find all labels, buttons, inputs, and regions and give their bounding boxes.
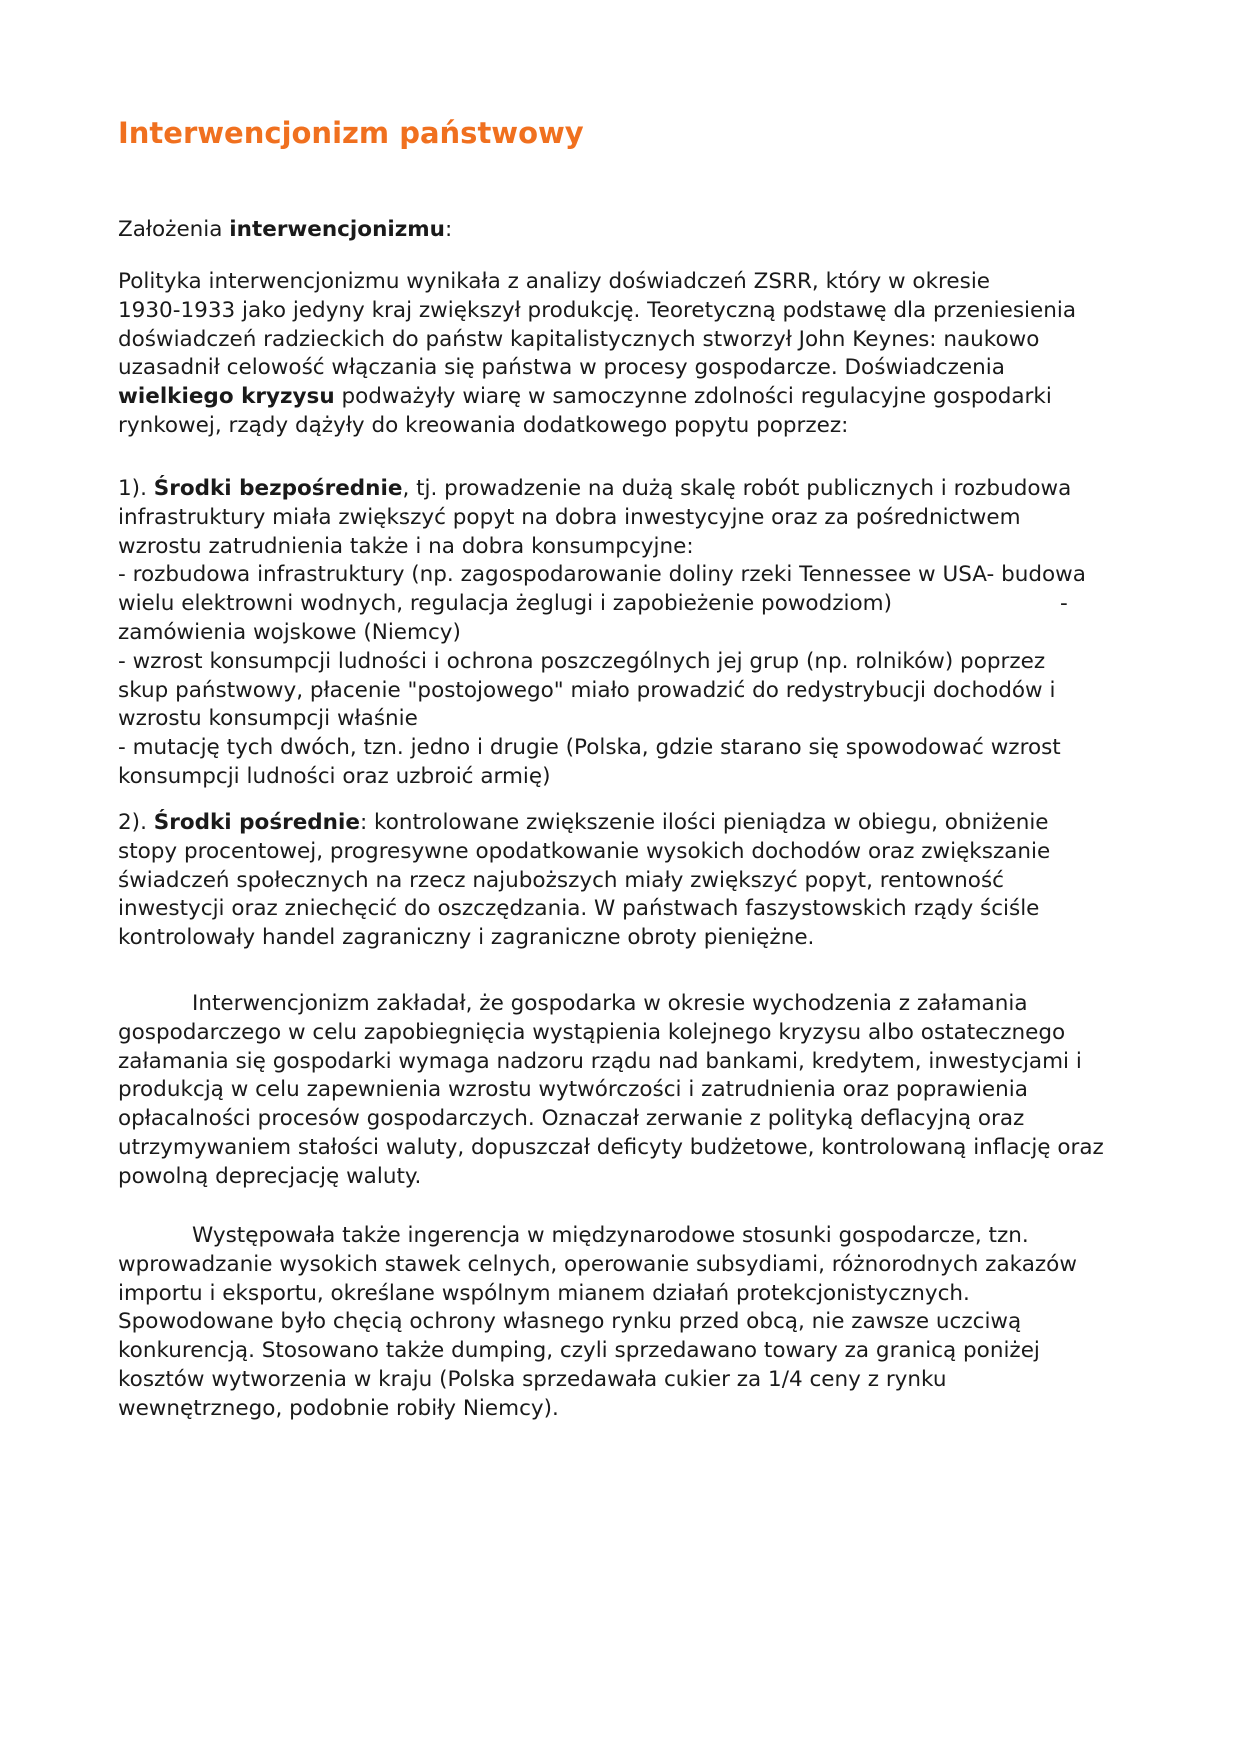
- intro-heading-bold: interwencjonizmu: [229, 217, 445, 242]
- text-line: Interwencjonizm zakładał, że gospodarka w okresie wychodzenia z załamania: [192, 991, 1028, 1016]
- text-line: opłacalności procesów gospodarczych. Oznaczał zerwanie z polityką deflacyjną oraz: [118, 1106, 1025, 1132]
- text-line: wzrostu konsumpcji właśnie: [118, 706, 418, 732]
- text-line: kontrolowały handel zagraniczny i zagraniczne obroty pieniężne.: [118, 925, 815, 951]
- text-line: zamówienia wojskowe (Niemcy): [118, 619, 461, 645]
- text-line: skup państwowy, płacenie "postojowego" miało prowadzić do redystrybucji dochodów i: [118, 677, 1056, 703]
- text-line: inwestycji oraz zniechęcić do oszczędzania. W państwach faszystowskich rządy ściśle: [118, 896, 1040, 922]
- text-run: podważyły wiarę w samoczynne zdolności regulacyjne gospodarki: [334, 384, 1052, 410]
- text-line: gospodarczego w celu zapobiegnięcia wystąpienia kolejnego kryzysu albo ostatecznego: [118, 1019, 1066, 1045]
- text-line: infrastruktury miała zwiększyć popyt na dobra inwestycyjne oraz za pośrednictwem: [118, 504, 1021, 530]
- text-line: [118, 809, 1128, 838]
- text-line: świadczeń społecznych na rzecz najuboższych miały zwiększyć popyt, rentowność: [118, 867, 1004, 893]
- text-line: [118, 590, 1128, 619]
- intro-heading-suffix: :: [444, 217, 453, 242]
- text-line: wzrostu zatrudnienia także i na dobra konsumpcyjne:: [118, 533, 694, 559]
- list-number: 2).: [118, 810, 154, 835]
- text-line: załamania się gospodarki wymaga nadzoru rządu nad bankami, kredytem, inwestycjami i: [118, 1048, 1082, 1074]
- text-line: kosztów wytworzenia w kraju (Polska sprzedawała cukier za 1/4 ceny z rynku: [118, 1366, 947, 1392]
- text-line: importu i eksportu, określane wspólnym mianem działań protekcjonistycznych.: [118, 1280, 970, 1306]
- paragraph-assumptions: [118, 990, 1128, 1192]
- text-line: stopy procentowej, progresywne opodatkowanie wysokich dochodów oraz zwiększanie: [118, 838, 1051, 864]
- intro-heading-line: [118, 216, 1128, 245]
- section-direct-measures: [118, 475, 1128, 792]
- paragraph-protectionism: [118, 1222, 1128, 1424]
- bold-term: Środki bezpośrednie: [153, 476, 403, 501]
- dash-marker: -: [1060, 591, 1068, 617]
- text-line: uzasadnił celowość włączania się państwa w procesy gospodarcze. Doświadczenia: [118, 355, 1005, 381]
- text-run: : kontrolowane zwiększenie ilości pieniądza w obiegu, obniżenie: [359, 810, 1049, 835]
- text-line: doświadczeń radzieckich do państw kapitalistycznych stworzył John Keynes: naukowo: [118, 326, 1040, 352]
- text-line: [118, 383, 1128, 412]
- text-line: konsumpcji ludności oraz uzbroić armię): [118, 763, 551, 789]
- document-title: Interwencjonizm państwowy: [118, 116, 584, 150]
- text-line: - wzrost konsumpcji ludności i ochrona poszczególnych jej grup (np. rolników) poprzez: [118, 648, 1046, 674]
- section-indirect-measures: [118, 809, 1128, 953]
- text-line: Polityka interwencjonizmu wynikała z analizy doświadczeń ZSRR, który w okresie: [118, 269, 991, 294]
- text-line: produkcją w celu zapewnienia wzrostu wytwórczości i zatrudnienia oraz poprawienia: [118, 1077, 1028, 1103]
- text-line: powolną deprecjację waluty.: [118, 1163, 422, 1189]
- text-run: , tj. prowadzenie na dużą skalę robót publicznych i rozbudowa: [402, 476, 1072, 501]
- intro-heading: [118, 216, 1128, 245]
- list-number: 1).: [118, 476, 154, 501]
- text-line: [118, 475, 1128, 504]
- text-line: Występowała także ingerencja w międzynarodowe stosunki gospodarcze, tzn.: [192, 1223, 1029, 1248]
- text-line: - rozbudowa infrastruktury (np. zagospodarowanie doliny rzeki Tennessee w USA- budowa: [118, 562, 1086, 588]
- intro-heading-prefix: Założenia: [118, 217, 230, 242]
- bold-term: wielkiego kryzysu: [118, 384, 335, 410]
- text-line: - mutację tych dwóch, tzn. jedno i drugie (Polska, gdzie starano się spowodować wzrost: [118, 735, 1061, 761]
- text-line: wewnętrznego, podobnie robiły Niemcy).: [118, 1395, 559, 1421]
- text-line: wprowadzanie wysokich stawek celnych, operowanie subsydiami, różnorodnych zakazów: [118, 1251, 1077, 1277]
- paragraph-policy: [118, 268, 1128, 441]
- text-line: konkurencją. Stosowano także dumping, czyli sprzedawano towary za granicą poniżej: [118, 1338, 1040, 1364]
- text-line: utrzymywaniem stałości waluty, dopuszczał deficyty budżetowe, kontrolowaną inflację oraz: [118, 1134, 1104, 1160]
- bold-term: Środki pośrednie: [153, 810, 360, 835]
- text-line: rynkowej, rządy dążyły do kreowania dodatkowego popytu poprzez:: [118, 412, 849, 438]
- text-run: wielu elektrowni wodnych, regulacja żeglugi i zapobieżenie powodziom): [118, 591, 892, 617]
- text-line: Spowodowane było chęcią ochrony własnego rynku przed obcą, nie zawsze uczciwą: [118, 1309, 1022, 1335]
- text-line: 1930-1933 jako jedyny kraj zwiększył produkcję. Teoretyczną podstawę dla przeniesienia: [118, 297, 1077, 323]
